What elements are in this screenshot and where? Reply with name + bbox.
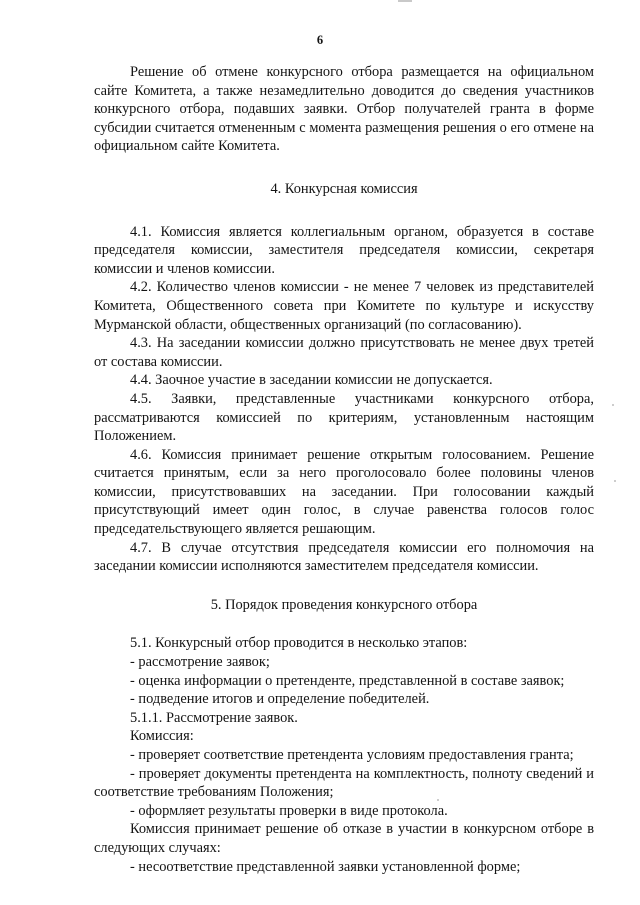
section-4-item-3: 4.3. На заседании комиссии должно присутствовать не менее двух третей от состава комиссии. [94, 335, 594, 370]
check-item: - проверяет документы претендента на комплектность, полноту сведений и соответствие требованиям Положения; [94, 765, 594, 801]
stage-item: - оценка информации о претенденте, представленной в составе заявок; [130, 672, 565, 689]
scan-speck [437, 799, 439, 801]
page-number: 6 [316, 33, 324, 47]
scan-speck [614, 480, 616, 482]
section-5-lead: 5.1. Конкурсный отбор проводится в несколько этапов: [130, 635, 468, 652]
section-4-item-2: 4.2. Количество членов комиссии - не менее 7 человек из представителей Комитета, Общественного совета при Комитете по культуре и искусству Мурманской области, общественных организаций (по согласованию). [94, 279, 594, 333]
section-4-item-7: 4.7. В случае отсутствия председателя комиссии его полномочия на заседании комиссии исполняются заместителем председателя комиссии. [94, 539, 594, 575]
refusal-case: - несоответствие представленной заявки установленной форме; [130, 858, 521, 875]
check-item: - оформляет результаты проверки в виде протокола. [130, 802, 448, 819]
intro-paragraph: Решение об отмене конкурсного отбора размещается на официальном сайте Комитета, а также незамедлительно доводится до сведения участников конкурсного отбора, подавших заявки. Отбор получателей гранта в форме субсидии считается отмененным с момента размещения решения о его отмене на официальном сайте Комитета. [94, 64, 594, 155]
section-4-item-1: 4.1. Комиссия является коллегиальным органом, образуется в составе председателя комиссии, заместителя председателя комиссии, секретаря комиссии и членов комиссии. [94, 223, 594, 277]
commission-label: Комиссия: [130, 728, 194, 745]
scan-speck [612, 404, 614, 406]
section-4-item-5: 4.5. Заявки, представленные участниками конкурсного отбора, рассматриваются комиссией по критериям, установленным настоящим Положением. [94, 390, 594, 445]
check-item: - проверяет соответствие претендента условиям предоставления гранта; [130, 747, 574, 763]
scan-artifact [398, 0, 412, 2]
refusal-intro: Комиссия принимает решение об отказе в участии в конкурсном отборе в следующих случаях: [94, 821, 594, 856]
section-4-item-6: 4.6. Комиссия принимает решение открытым голосованием. Решение считается принятым, если за него проголосовало более половины членов комиссии, присутствовавших на заседании. При голосовании каждый присутствующий имеет один голос, в случае равенства голосов голос председательствующего является решающим. [94, 446, 594, 538]
section-4-item-4: 4.4. Заочное участие в заседании комиссии не допускается. [130, 372, 493, 389]
section-5-heading: 5. Порядок проведения конкурсного отбора [210, 596, 478, 613]
stage-item: - рассмотрение заявок; [130, 654, 270, 671]
subsection-heading: 5.1.1. Рассмотрение заявок. [130, 709, 298, 726]
stage-item: - подведение итогов и определение победителей. [130, 691, 430, 708]
section-4-heading: 4. Конкурсная комиссия [270, 180, 418, 197]
document-body [94, 63, 594, 876]
